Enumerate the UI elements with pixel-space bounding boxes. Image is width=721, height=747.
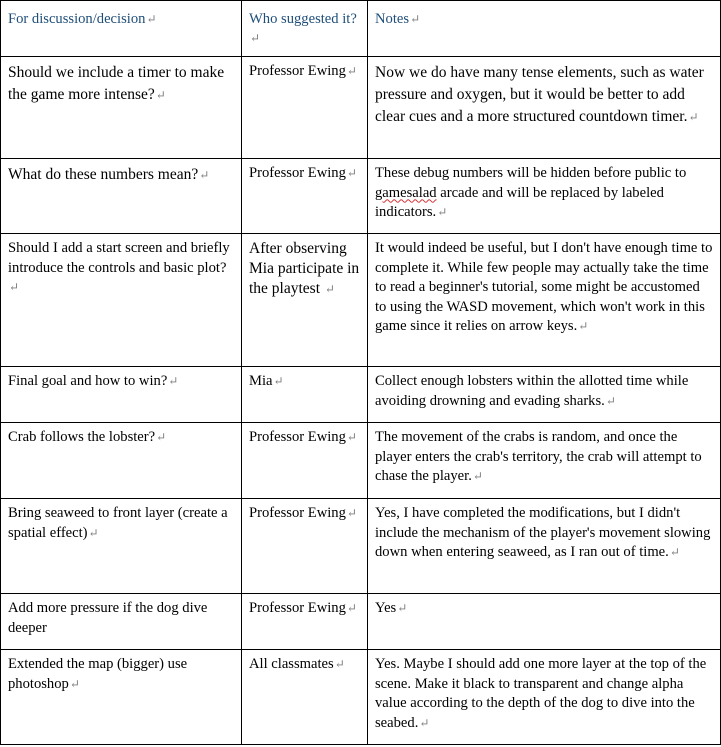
who-text: Mia [249, 373, 273, 389]
topic-cell [1, 423, 242, 499]
paragraph-mark-icon: ↵ [199, 168, 210, 182]
header-row [1, 1, 721, 57]
paragraph-mark-icon: ↵ [155, 88, 166, 102]
topic-text: Final goal and how to win? [8, 373, 168, 389]
paragraph-mark-icon: ↵ [410, 12, 421, 26]
table-row [1, 499, 721, 594]
paragraph-mark-icon: ↵ [578, 319, 589, 333]
paragraph-mark-icon: ↵ [324, 282, 335, 296]
who-cell [242, 234, 368, 367]
notes-text-after: arcade and will be replaced by labeled indicators. [375, 184, 664, 220]
header-label-notes: Notes [375, 11, 410, 27]
topic-cell [1, 234, 242, 367]
notes-cell [368, 594, 721, 650]
paragraph-mark-icon: ↵ [419, 715, 430, 730]
paragraph-mark-icon: ↵ [688, 110, 699, 124]
notes-cell [368, 234, 721, 367]
paragraph-mark-icon: ↵ [605, 393, 616, 408]
who-cell [242, 650, 368, 745]
who-text: Professor Ewing [249, 63, 346, 79]
table-row [1, 234, 721, 367]
who-cell [242, 159, 368, 234]
notes-text: The movement of the crabs is random, and once the player enters the crab's territory, the crab will attempt to chase the player. [375, 429, 702, 484]
notes-text: Yes. Maybe I should add one more layer at the top of the scene. Make it black to transparent and change alpha value according to the depth of the dog to dive into the seabed. [375, 656, 707, 731]
topic-text: Add more pressure if the dog dive deeper [8, 600, 208, 636]
who-cell [242, 499, 368, 594]
paragraph-mark-icon: ↵ [69, 676, 80, 691]
paragraph-mark-icon: ↵ [346, 601, 357, 615]
notes-cell [368, 423, 721, 499]
paragraph-mark-icon: ↵ [250, 31, 261, 45]
paragraph-mark-icon: ↵ [346, 166, 357, 180]
who-text: Professor Ewing [249, 165, 346, 181]
header-cell-notes [368, 1, 721, 57]
spellcheck-flagged-word: gamesalad [375, 184, 437, 201]
paragraph-mark-icon: ↵ [168, 374, 179, 388]
table-row [1, 423, 721, 499]
topic-cell [1, 159, 242, 234]
topic-cell [1, 499, 242, 594]
table-row [1, 367, 721, 423]
notes-cell [368, 499, 721, 594]
paragraph-mark-icon: ↵ [156, 430, 167, 444]
who-text: After observing Mia participate in the playtest [249, 240, 360, 297]
topic-text: Bring seaweed to front layer (create a spatial effect) [8, 505, 228, 541]
who-text: Professor Ewing [249, 505, 346, 521]
paragraph-mark-icon: ↵ [669, 545, 680, 559]
header-cell-topic [1, 1, 242, 57]
who-cell [242, 367, 368, 423]
topic-cell [1, 650, 242, 745]
paragraph-mark-icon: ↵ [146, 12, 157, 26]
paragraph-mark-icon: ↵ [88, 525, 99, 540]
topic-cell [1, 367, 242, 423]
paragraph-mark-icon: ↵ [334, 657, 345, 671]
table-row [1, 594, 721, 650]
table-row [1, 650, 721, 745]
notes-cell [368, 650, 721, 745]
paragraph-mark-icon: ↵ [472, 469, 483, 483]
table-row [1, 57, 721, 159]
paragraph-mark-icon: ↵ [346, 64, 357, 78]
paragraph-mark-icon: ↵ [397, 601, 408, 615]
paragraph-mark-icon: ↵ [273, 374, 284, 388]
topic-text: Should I add a start screen and briefly introduce the controls and basic plot? [8, 240, 230, 276]
topic-text: Should we include a timer to make the game more intense? [8, 64, 225, 103]
topic-cell [1, 594, 242, 650]
table-row [1, 159, 721, 234]
paragraph-mark-icon: ↵ [9, 280, 20, 294]
header-label-who: Who suggested it? [249, 11, 357, 27]
paragraph-mark-icon: ↵ [346, 506, 357, 520]
paragraph-mark-icon: ↵ [437, 205, 448, 219]
who-text: All classmates [249, 656, 334, 672]
notes-cell [368, 159, 721, 234]
notes-text: Yes [375, 600, 397, 616]
notes-cell [368, 367, 721, 423]
notes-text-before: These debug numbers will be hidden before public to [375, 165, 687, 181]
notes-text: It would indeed be useful, but I don't have enough time to complete it. While few people may actually take the time to read a beginner's tutorial, some might be accustomed to using the WASD movement, which won't work in this game since it relies on arrow keys. [375, 240, 713, 334]
notes-cell [368, 57, 721, 159]
who-text: Professor Ewing [249, 429, 346, 445]
topic-text: What do these numbers mean? [8, 166, 199, 183]
who-cell [242, 423, 368, 499]
who-cell [242, 57, 368, 159]
notes-text: Now we do have many tense elements, such as water pressure and oxygen, but it would be better to add clear cues and a more structured countdown timer. [375, 64, 704, 125]
header-label-topic: For discussion/decision [8, 11, 146, 27]
notes-text: Yes, I have completed the modifications, but I didn't include the mechanism of the player's movement slowing down when entering seaweed, as I ran out of time. [375, 505, 711, 560]
topic-cell [1, 57, 242, 159]
header-cell-who [242, 1, 368, 57]
paragraph-mark-icon: ↵ [346, 430, 357, 444]
who-text: Professor Ewing [249, 600, 346, 616]
topic-text: Extended the map (bigger) use photoshop [8, 656, 188, 692]
notes-text: Collect enough lobsters within the allotted time while avoiding drowning and evading sharks. [375, 373, 689, 409]
who-cell [242, 594, 368, 650]
topic-text: Crab follows the lobster? [8, 429, 156, 445]
